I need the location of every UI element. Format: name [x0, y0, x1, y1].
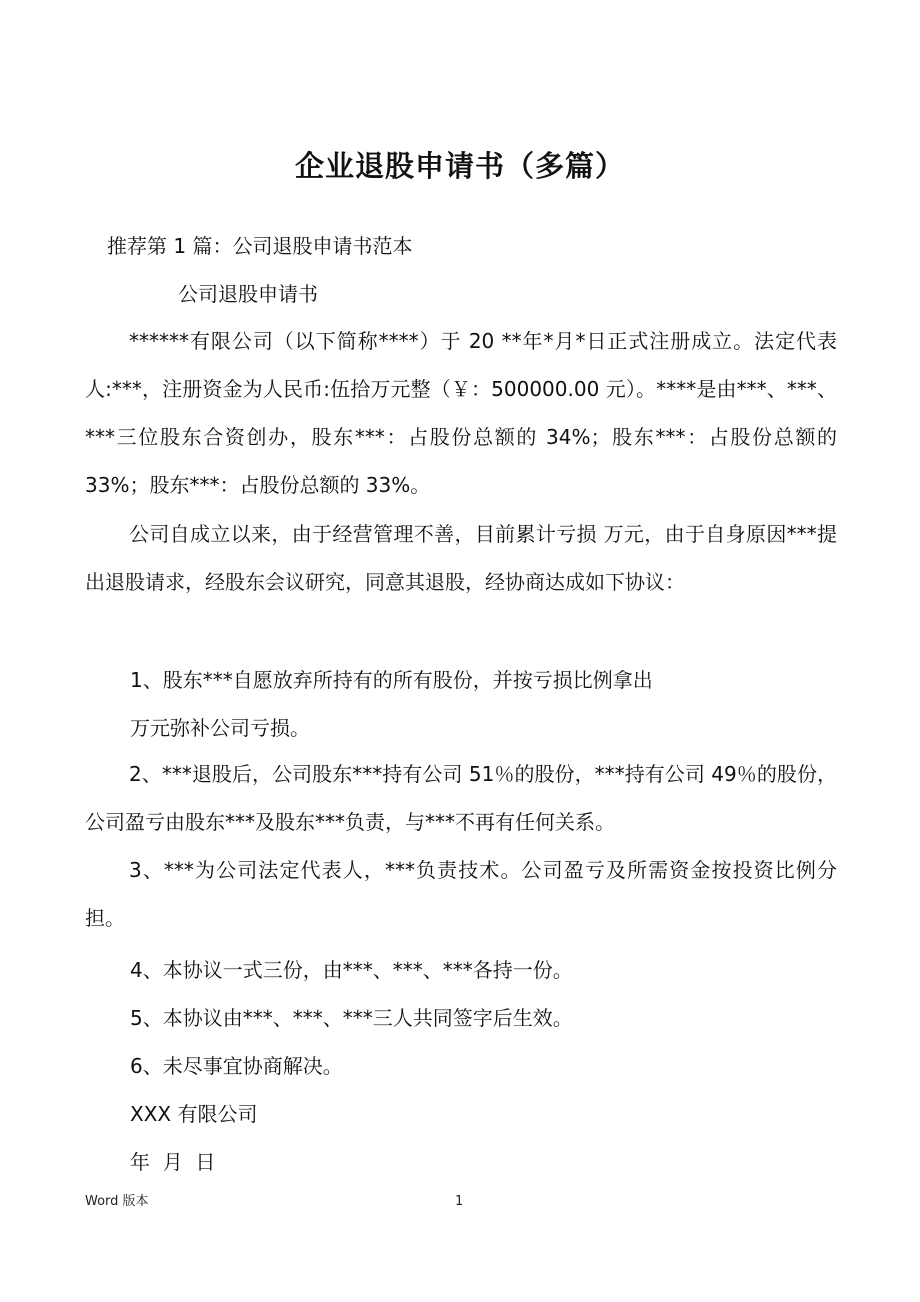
- footer-label: Word 版本: [85, 1194, 149, 1209]
- page-number: 1: [455, 1194, 464, 1209]
- document-subtitle: 公司退股申请书: [178, 282, 318, 306]
- agreement-item-5: 5、本协议由***、***、***三人共同签字后生效。: [130, 1006, 573, 1030]
- agreement-item-1-continued: 万元弥补公司亏损。: [130, 716, 310, 740]
- agreement-item-2: 2、***退股后，公司股东***持有公司 51％的股份，***持有公司 49％的股份，公司盈亏由股东***及股东***负责，与***不再有任何关系。: [85, 762, 837, 834]
- agreement-item-1: 1、股东***自愿放弃所持有的所有股份，并按亏损比例拿出: [130, 668, 653, 692]
- agreement-item-4: 4、本协议一式三份，由***、***、***各持一份。: [130, 958, 573, 982]
- agreement-item-3: 3、***为公司法定代表人，***负责技术。公司盈亏及所需资金按投资比例分担。: [85, 858, 837, 930]
- company-signature: XXX 有限公司: [130, 1102, 258, 1126]
- signature-date: 年 月 日: [130, 1150, 216, 1174]
- document-title: 企业退股申请书（多篇）: [294, 149, 625, 183]
- agreement-item-6: 6、未尽事宜协商解决。: [130, 1054, 343, 1078]
- recommend-line: 推荐第 1 篇：公司退股申请书范本: [107, 234, 413, 258]
- paragraph-reason: 公司自成立以来，由于经营管理不善，目前累计亏损 万元，由于自身原因***提出退股请求，经股东会议研究，同意其退股，经协商达成如下协议：: [85, 522, 837, 594]
- paragraph-company-info: ******有限公司（以下简称****）于 20 **年*月*日正式注册成立。法定代表人:***，注册资金为人民币:伍拾万元整（￥：500000.00 元）。****是由***、***、***三位股东合资创办，股东***：占股份总额的 34%；股东***：占股份总额的 33%；股东***：占股份总额的 33%。: [85, 329, 837, 497]
